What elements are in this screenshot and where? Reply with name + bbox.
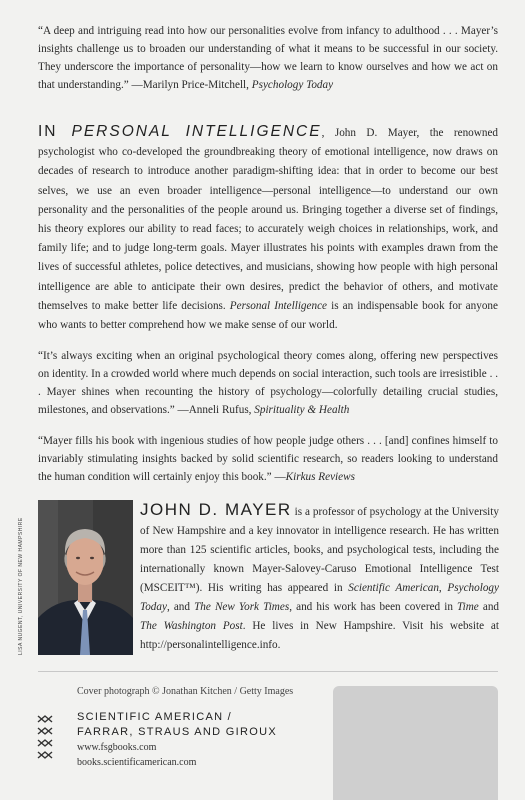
bio-text: , and his work has been covered in xyxy=(289,601,458,613)
bio-publication: The New York Times xyxy=(194,601,290,613)
cover-credit: Cover photograph © Jonathan Kitchen / Getty Images xyxy=(77,686,294,697)
author-photo xyxy=(38,500,133,655)
author-bio xyxy=(140,500,499,655)
quote-source: Psychology Today xyxy=(251,79,334,91)
bio-separator: , and xyxy=(166,601,195,613)
quote-source: Spirituality & Health xyxy=(254,404,350,416)
bio-separator: , xyxy=(438,582,448,594)
footer-divider xyxy=(38,671,498,672)
bio-text: . He lives in New Hampshire. Visit his website at http://personalintelligence.info. xyxy=(140,620,499,651)
publisher-line-1: SCIENTIFIC AMERICAN / xyxy=(77,711,233,723)
quote-text: “Mayer fills his book with ingenious studies of how people judge others . . . [and] confines himself to invariably stimulating insights backed by solid scientific research, so readers looking to understand the human condition will certainly enjoy this book.” — xyxy=(38,435,498,483)
description-book-title: Personal Intelligence xyxy=(229,299,328,312)
website-fsg: www.fsgbooks.com xyxy=(77,742,157,753)
barcode-area xyxy=(333,686,498,800)
description-body: , John D. Mayer, the renowned psychologist who co-developed the groundbreaking theory of emotional intelligence, now draws on decades of research to introduce another paradigm-shifting idea: that in order to become our best selves, we use an even broader intelligence—personal intelligence—to understand our own personality and the personalities of the people around us. Bringing together a diverse set of findings, his theory explores our ability to read faces; to accurately weigh choices in relationships, work, and family life; and to judge long-term goals. Mayer illustrates his points with examples drawn from the lives of successful athletes, police detectives, and musicians, showing how people with high personal intelligence are able to anticipate their own desires, predict the behavior of others, and motivate themselves to make better life decisions. xyxy=(38,127,499,312)
publisher-logo-icon xyxy=(34,712,56,760)
review-quote-kirkus xyxy=(38,432,498,486)
description-lead xyxy=(38,123,322,140)
review-quote-rufus xyxy=(38,347,498,419)
bio-publication: Time xyxy=(457,601,479,613)
quote-source: Kirkus Reviews xyxy=(285,471,355,483)
author-portrait-image xyxy=(38,500,133,655)
website-scientific-american: books.scientificamerican.com xyxy=(77,757,197,768)
publisher-line-2: FARRAR, STRAUS AND GIROUX xyxy=(77,726,277,738)
description-end: is an indispensable book for anyone who wants to better comprehend how we make sense of our world. xyxy=(38,299,498,332)
photo-credit: LISA NUGENT, UNIVERSITY OF NEW HAMPSHIRE xyxy=(18,517,24,655)
review-quote-price-mitchell xyxy=(38,22,498,94)
publisher-name xyxy=(77,710,277,740)
bio-publication: Psychology Today xyxy=(140,582,499,613)
quote-text: “A deep and intriguing read into how our personalities evolve from infancy to adulthood . . . Mayer’s insights challenge us to broaden our understanding of what it means to be successful in our society. They underscore the importance of personality—how we learn to know ourselves and how we act on that understanding.” —Marilyn Price-Mitchell, xyxy=(38,25,498,91)
lead-prefix: IN xyxy=(38,123,72,140)
bio-separator: and xyxy=(478,601,500,613)
quote-text: “It’s always exciting when an original psychological theory comes along, offering new perspectives on identity. In a crowded world where much depends on social interaction, such tools are irresistible . . . Mayer shines when recounting the history of psychology—colorfully detailing crucial studies, milestones, and observations.” —Anneli Rufus, xyxy=(38,350,498,416)
bio-text: is a professor of psychology at the University of New Hampshire and a key innovator in intelligence research. He has written more than 125 scientific articles, books, and psychological tests, including the internationally known Mayer-Salovey-Caruso Emotional Intelligence Test (MSCEIT™). His writing has appeared in xyxy=(140,506,499,594)
book-description xyxy=(38,122,498,335)
author-name: JOHN D. MAYER xyxy=(140,500,292,519)
bio-publication: Scientific American xyxy=(348,582,439,594)
bio-publication: The Washington Post xyxy=(140,620,243,632)
lead-title: PERSONAL INTELLIGENCE xyxy=(71,123,322,140)
